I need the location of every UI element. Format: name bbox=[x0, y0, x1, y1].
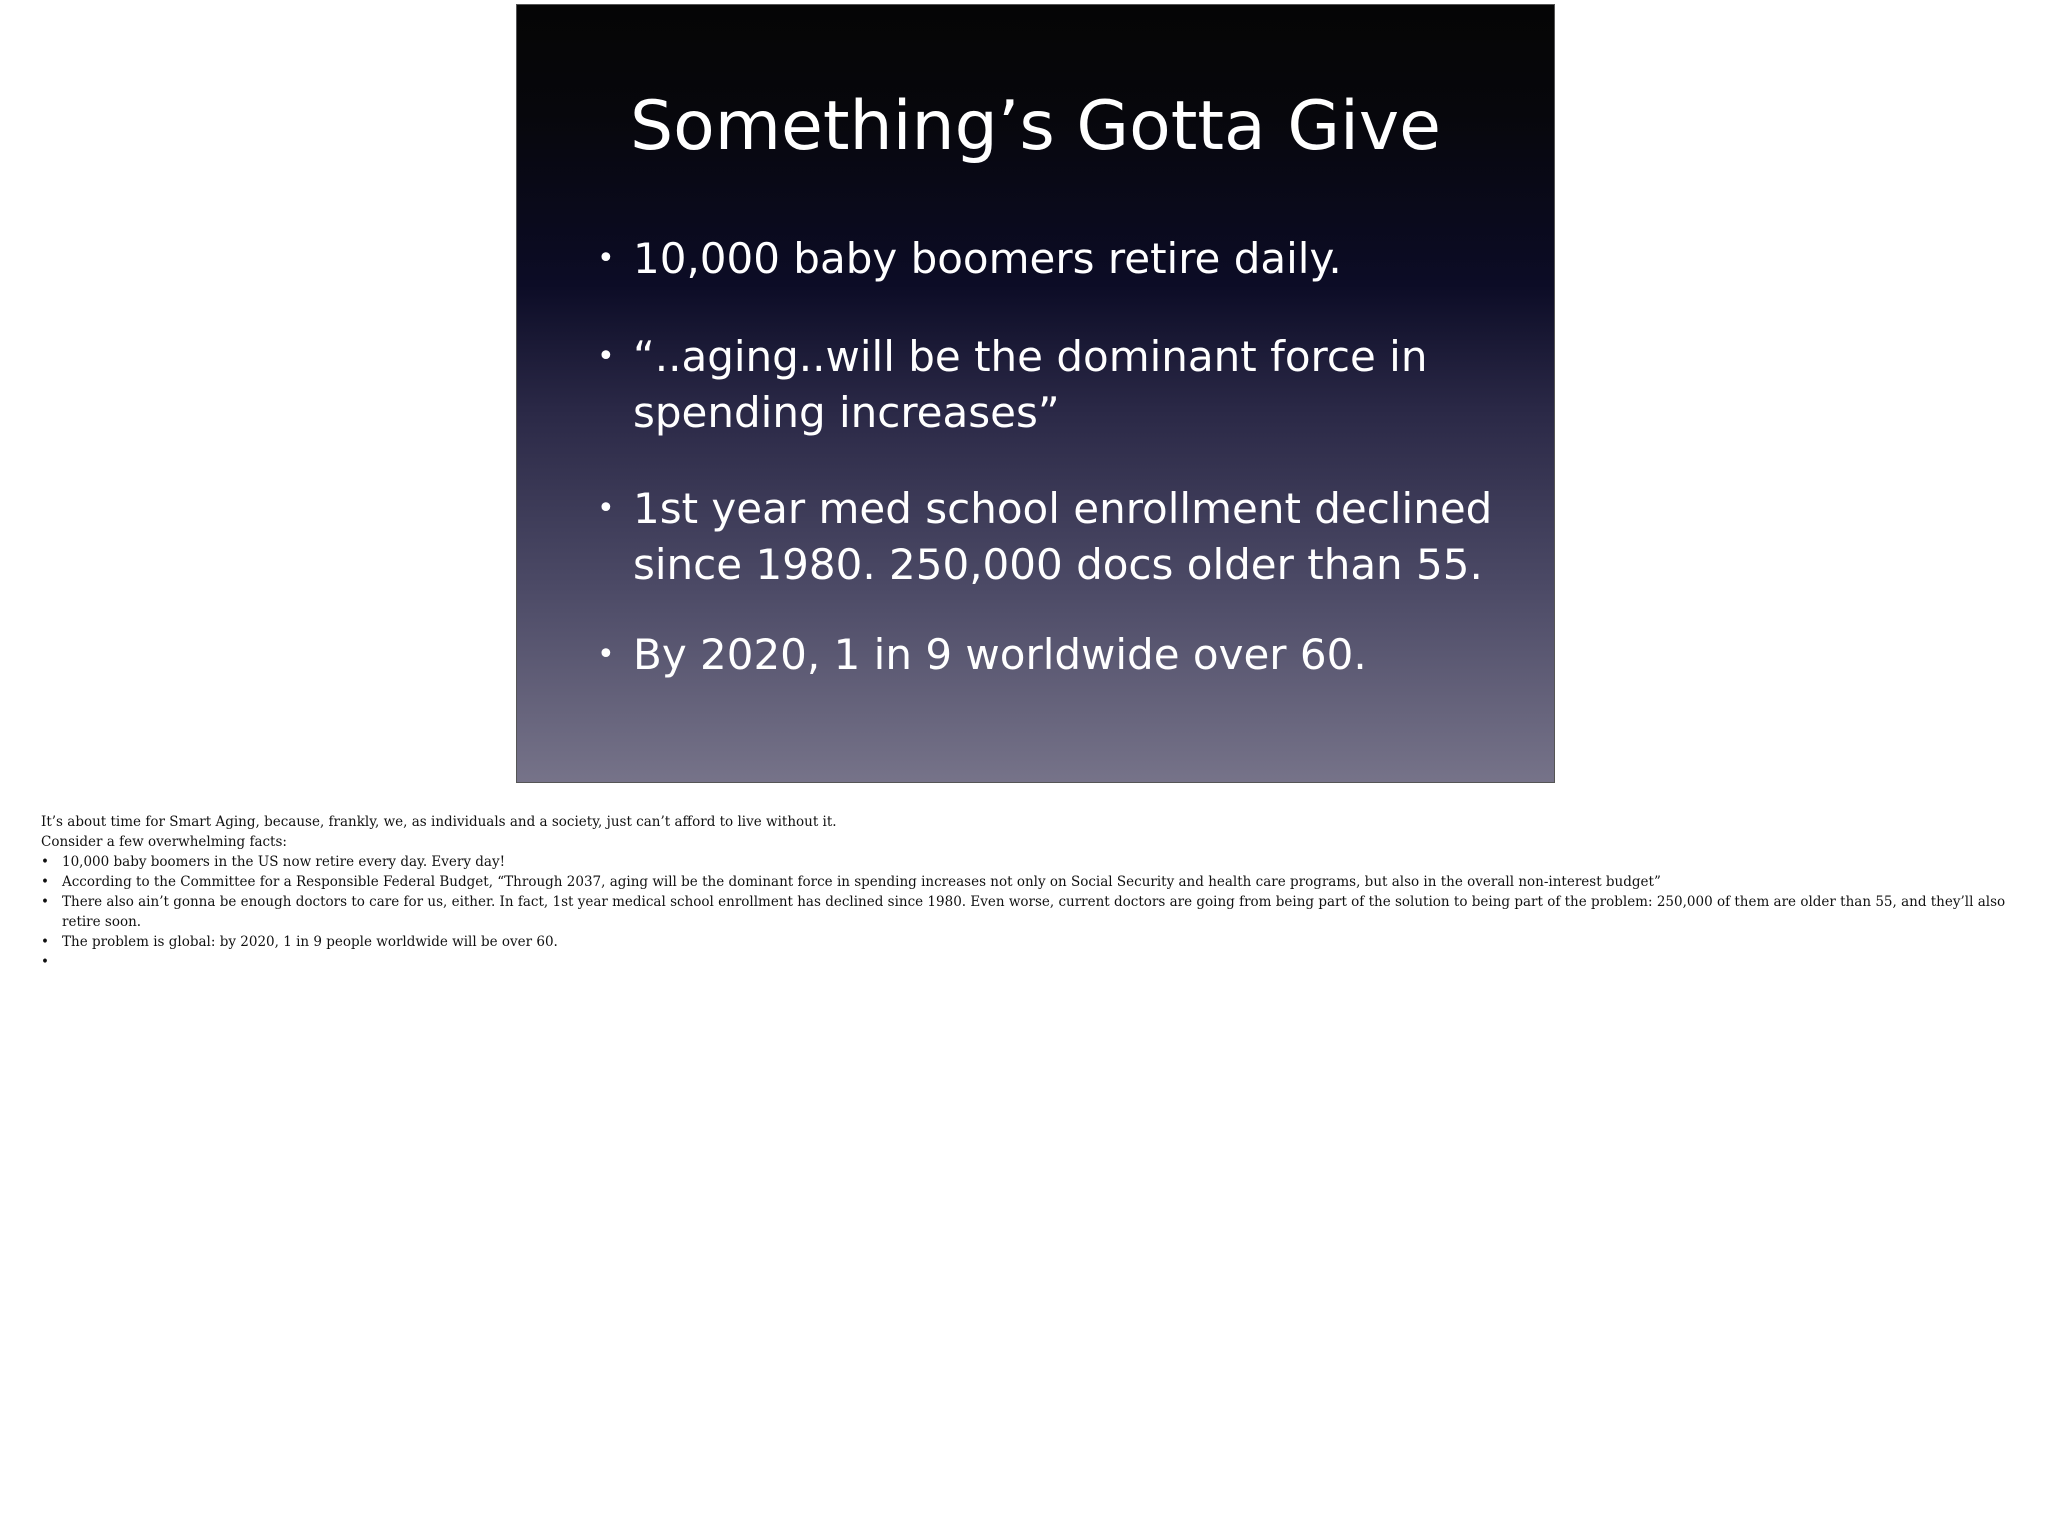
slide-bullet-text: 10,000 baby boomers retire daily. bbox=[633, 234, 1342, 283]
bullet-icon: • bbox=[41, 874, 49, 890]
notes-list-item bbox=[41, 892, 2021, 932]
slide-bullet-list bbox=[597, 231, 1497, 725]
bullet-icon: • bbox=[597, 637, 615, 672]
notes-list-item bbox=[41, 932, 2021, 952]
bullet-icon: • bbox=[41, 894, 49, 910]
bullet-icon: • bbox=[41, 954, 49, 970]
notes-list-item bbox=[41, 872, 2021, 892]
slide-bullet bbox=[597, 231, 1497, 287]
slide-bullet-text: 1st year med school enrollment declined since 1980. 250,000 docs older than 55. bbox=[633, 484, 1493, 589]
notes-item-text: 10,000 baby boomers in the US now retire every day. Every day! bbox=[62, 854, 506, 870]
notes-list bbox=[41, 852, 2021, 972]
bullet-icon: • bbox=[597, 241, 615, 276]
slide-bullet-text: By 2020, 1 in 9 worldwide over 60. bbox=[633, 630, 1367, 679]
slide-bullet bbox=[597, 329, 1497, 441]
bullet-icon: • bbox=[597, 339, 615, 374]
slide bbox=[516, 4, 1555, 783]
notes-item-text: There also ain’t gonna be enough doctors to care for us, either. In fact, 1st year medical school enrollment has declined since 1980. Even worse, current doctors are going from being part of the solution to being part of the problem: 250,000 of them are older than 55, and they’ll also retire soon. bbox=[62, 894, 2006, 930]
speaker-notes bbox=[41, 812, 2021, 972]
notes-list-item bbox=[41, 852, 2021, 872]
notes-item-text: According to the Committee for a Responsible Federal Budget, “Through 2037, aging will be the dominant force in spending increases not only on Social Security and health care programs, but also in the overall non-interest budget” bbox=[62, 874, 1661, 890]
slide-bullet bbox=[597, 481, 1497, 593]
slide-bullet-text: “..aging..will be the dominant force in spending increases” bbox=[633, 332, 1428, 437]
bullet-icon: • bbox=[41, 854, 49, 870]
bullet-icon: • bbox=[41, 934, 49, 950]
notes-list-item bbox=[41, 952, 2021, 972]
slide-title: Something’s Gotta Give bbox=[630, 87, 1441, 166]
notes-item-text: The problem is global: by 2020, 1 in 9 people worldwide will be over 60. bbox=[62, 934, 558, 950]
notes-lead: Consider a few overwhelming facts: bbox=[41, 834, 287, 850]
notes-intro: It’s about time for Smart Aging, because, frankly, we, as individuals and a society, just can’t afford to live without it. bbox=[41, 814, 837, 830]
slide-bullet bbox=[597, 627, 1497, 683]
bullet-icon: • bbox=[597, 491, 615, 526]
